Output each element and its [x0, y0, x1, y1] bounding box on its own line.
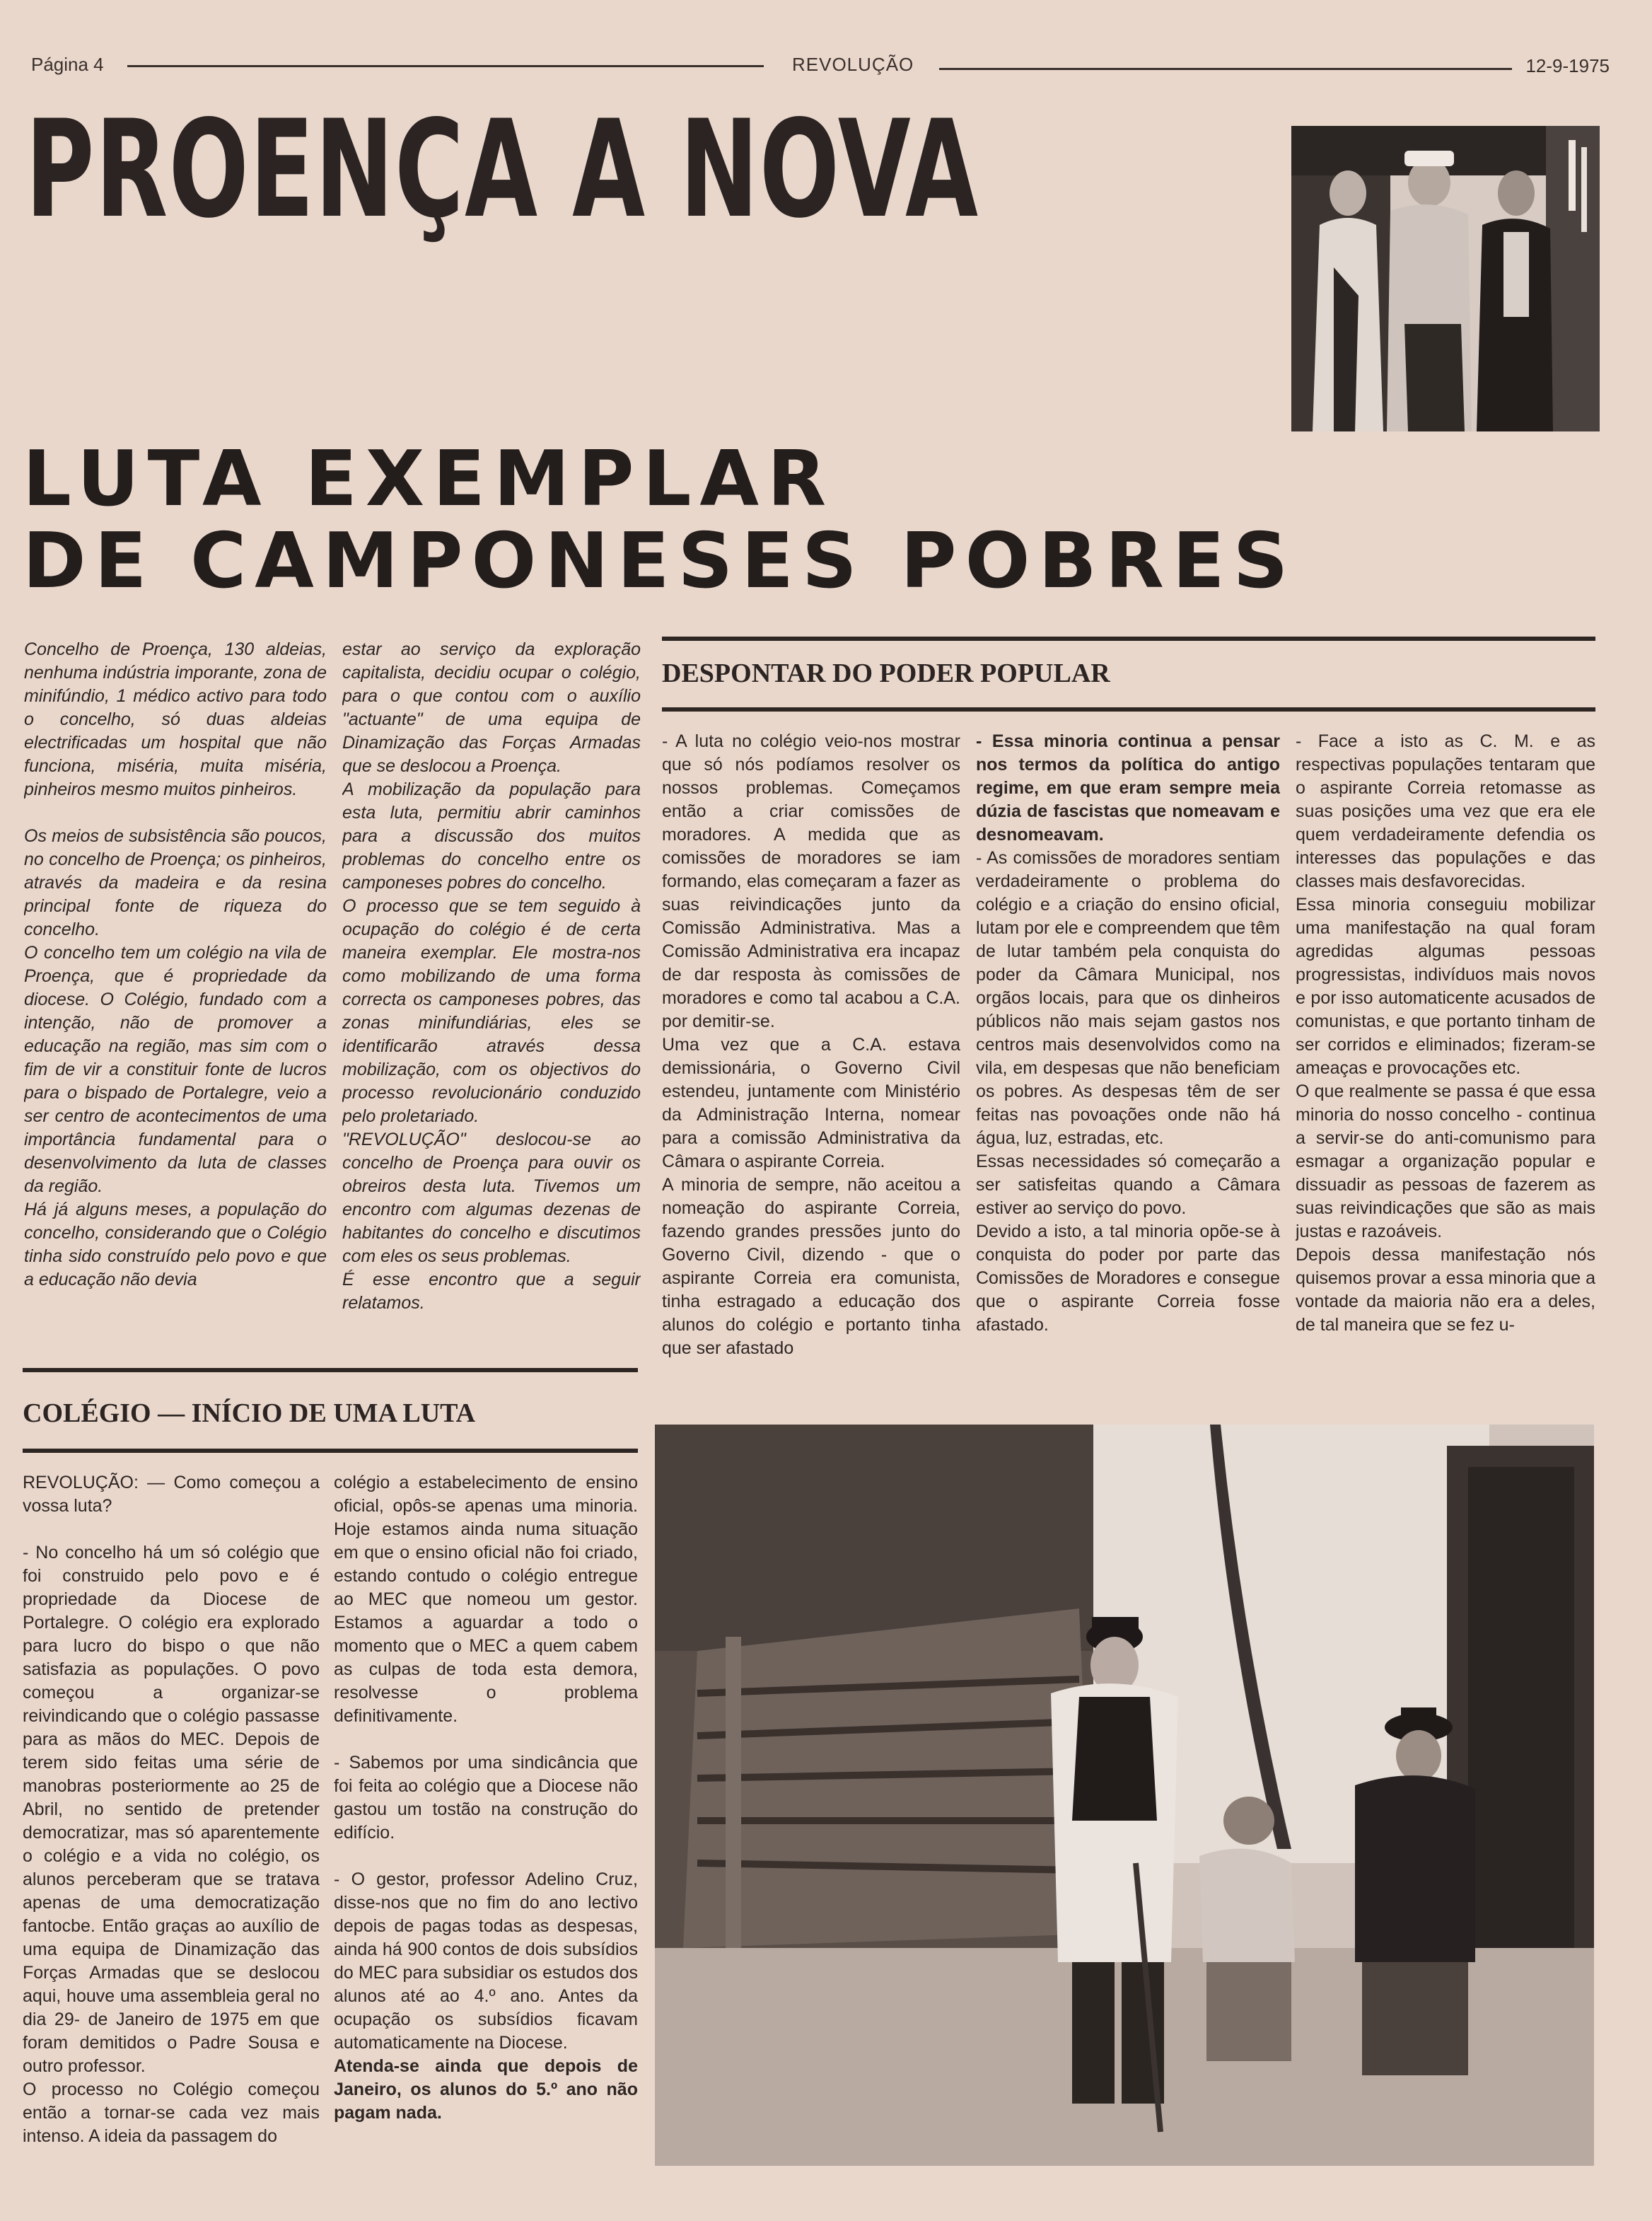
colegio-column-1 — [23, 1471, 320, 2179]
headline — [23, 435, 1297, 605]
paragraph: Depois dessa manifestação nós quisemos provar a essa minoria que a vontade da maioria não era a deles, de tal maneira que se fez u- — [1296, 1245, 1595, 1335]
paragraph: Atenda-se ainda que depois de Janeiro, os alunos do 5.º ano não pagam nada. — [334, 2056, 638, 2123]
paragraph: A minoria de sempre, não aceitou a nomeação do aspirante Correia, fazendo grandes pressões junto do Governo Civil, dizendo - que o aspirante Correia era comunista, tinha estragado a educação dos alunos do colégio e portanto tinha que ser afastado — [662, 1175, 960, 1358]
section-title-poder-popular: DESPONTAR DO PODER POPULAR — [662, 659, 1110, 688]
paragraph: - Essa minoria continua a pensar nos termos da política do antigo regime, em que eram sempre meia dúzia de fascistas que nomeavam e desnomeavam. — [976, 731, 1280, 845]
paragraph: Os meios de subsistência são poucos, no concelho de Proença; os pinheiros, através da madeira e da resina principal fonte de riqueza do concelho. — [24, 826, 327, 939]
paragraph — [23, 1518, 320, 1541]
paragraph: - Sabemos por uma sindicância que foi feita ao colégio que a Diocese não gastou um tostão na construção do edifício. — [334, 1753, 638, 1843]
kicker-title: PROENÇA A NOVA — [25, 91, 979, 248]
paragraph: - O gestor, professor Adelino Cruz, disse-nos que no fim do ano lectivo depois de pagas todas as despesas, ainda há 900 contos de dois subsídios do MEC para subsidiar os estudos dos alunos até ao 4.º ano. Antes da ocupação os subsídios ficavam automaticamente na Diocese. — [334, 1869, 638, 2053]
headline-line-2: DE CAMPONESES POBRES — [23, 517, 1297, 605]
paragraph: estar ao serviço da exploração capitalista, decidiu ocupar o colégio, para o que contou com o auxílio "actuante" de uma equipa de Dinamização das Forças Armadas que se deslocou a Proença. — [342, 639, 641, 776]
poder-column-3 — [1296, 730, 1595, 1399]
headline-line-1: LUTA EXEMPLAR — [23, 435, 835, 523]
paragraph: É esse encontro que a seguir relatamos. — [342, 1270, 641, 1313]
paragraph: - A luta no colégio veio-nos mostrar que só nós podíamos resolver os nossos problemas. Começamos então a criar comissões de moradores. A medida que as comissões de moradores se iam formando, elas começaram a fazer as suas reivindicações junto da Comissão Administrativa. Mas a Comissão Administrativa era incapaz de dar resposta às comissões de moradores e como tal acabou a C.A. por demitir-se. — [662, 731, 960, 1031]
paragraph: Devido a isto, a tal minoria opõe-se à conquista do poder por parte das Comissões de Moradores e consegue que o aspirante Correia fosse afastado. — [976, 1222, 1280, 1335]
photo-village-men-image — [655, 1425, 1594, 2166]
section-rule-top — [662, 637, 1595, 641]
ghost-bleedthrough — [794, 122, 813, 212]
paragraph: A mobilização da população para esta luta, permitiu abrir caminhos para a discussão dos muitos problemas do concelho entre os camponeses pobres do concelho. — [342, 779, 641, 893]
paragraph — [334, 1728, 638, 1751]
paragraph: O processo que se tem seguido à ocupação do colégio é de certa maneira exemplar. Ele mostra-nos como mobilizando de uma forma correcta os camponeses pobres, das zonas minifundiárias, eles se identificarão através dessa mobilização, com os objectivos do processo revolucionário conduzido pelo proletariado. — [342, 896, 641, 1126]
poder-column-2 — [976, 730, 1280, 1388]
intro-column-1 — [24, 638, 327, 1341]
paragraph: REVOLUÇÃO: — Como começou a vossa luta? — [23, 1473, 320, 1516]
paragraph: Concelho de Proença, 130 aldeias, nenhuma indústria imporante, zona de minifúndio, 1 médico activo para todo o concelho, só duas aldeias electrificadas um hospital que não funciona, miséria, muita miséria, pinheiros mesmo muitos pinheiros. — [24, 639, 327, 799]
header-rule-left — [127, 65, 764, 67]
section-rule-top — [23, 1368, 638, 1372]
paragraph: Há já alguns meses, a população do concelho, considerando que o Colégio tinha sido construído pelo povo e que a educação não devia — [24, 1200, 327, 1289]
photo-group-of-men — [1291, 126, 1600, 431]
paragraph: O concelho tem um colégio na vila de Proença, que é propriedade da diocese. O Colégio, fundado com a intenção, não de promover a educação na região, mas sim com o fim de vir a constituir fonte de lucros para o bispado de Portalegre, veio a ser centro de acontecimentos de uma importância fundamental para o desenvolvimento da luta de classes da região. — [24, 943, 327, 1196]
paragraph: - Face a isto as C. M. e as respectivas populações tentaram que o aspirante Correia retomasse as suas posições uma vez que era ele quem verdadeiramente defendia os interesses das populações e das classes mais desfavorecidas. — [1296, 731, 1595, 891]
section-title-colegio: COLÉGIO — INÍCIO DE UMA LUTA — [23, 1398, 476, 1428]
paragraph — [334, 1845, 638, 1868]
paragraph: "REVOLUÇÃO" deslocou-se ao concelho de Proença para ouvir os obreiros desta luta. Tivemos um encontro com algumas dezenas de habitantes do concelho e discutimos com eles os seus problemas. — [342, 1130, 641, 1266]
paragraph: O que realmente se passa é que essa minoria do nosso concelho - continua a servir-se do anti-comunismo para esmagar a organização popular e dissuadir as pessoas de fazerem as suas reivindicações que são as mais justas e razoáveis. — [1296, 1081, 1595, 1241]
section-rule-bottom — [662, 707, 1595, 712]
paragraph: colégio a estabelecimento de ensino oficial, opôs-se apenas uma minoria. Hoje estamos ainda numa situação em que o ensino oficial não foi criado, estando contudo o colégio entregue ao MEC que nomeou um gestor. Estamos a aguardar a todo o momento que o MEC a quem cabem as culpas de toda esta demora, resolvesse o problema definitivamente. — [334, 1473, 638, 1726]
intro-column-2 — [342, 638, 641, 1341]
header-rule-right — [939, 68, 1512, 70]
paragraph: Uma vez que a C.A. estava demissionária, o Governo Civil estendeu, juntamente com Ministério da Administração Interna, nomear para a comissão Administrativa da Câmara o aspirante Correia. — [662, 1035, 960, 1171]
paragraph — [24, 801, 327, 825]
paragraph: O processo no Colégio começou então a tornar-se cada vez mais intenso. A ideia da passagem do — [23, 2080, 320, 2146]
issue-date: 12-9-1975 — [1525, 55, 1610, 76]
paragraph: - No concelho há um só colégio que foi construido pelo povo e é propriedade da Diocese de Portalegre. O colégio era explorado para lucro do bispo o que não satisfazia as populações. O povo começou a organizar-se reivindicando que o colégio passasse para as mãos do MEC. Depois de terem sido feitas uma série de manobras posteriormente ao 25 de Abril, no sentido de pretender democratizar, mas só aparentemente o colégio e a vida no colégio, os alunos perceberam que se tratava apenas de uma democratização fantocbe. Então graças ao auxílio de uma equipa de Dinamização das Forças Armadas que se deslocou aqui, houve uma assembleia geral no dia 29- de Janeiro de 1975 em que foram demitidos o Padre Sousa e outro professor. — [23, 1543, 320, 2076]
paragraph: Essas necessidades só começarão a ser satisfeitas quando a Câmara estiver ao serviço do povo. — [976, 1152, 1280, 1218]
photo-village-men — [655, 1425, 1594, 2166]
page-header — [31, 51, 1610, 79]
photo-group-of-men-image — [1291, 126, 1600, 431]
page-number: Página 4 — [31, 54, 104, 75]
colegio-column-2 — [334, 1471, 638, 2179]
publication-name: REVOLUÇÃO — [792, 54, 914, 75]
section-rule-bottom — [23, 1449, 638, 1453]
poder-column-1 — [662, 730, 960, 1388]
paragraph: Essa minoria conseguiu mobilizar uma manifestação na qual foram agredidas algumas pessoas progressistas, indivíduos mais novos e por isso automaticente acusados de comunistas, e que portanto tinham de ser corridos e eliminados; fizeram-se ameaças e provocações etc. — [1296, 895, 1595, 1078]
paragraph: - As comissões de moradores sentiam verdadeiramente o problema do colégio e a criação do ensino oficial, lutam por ele e compreendem que têm de lutar também pela conquista do poder da Câmara Municipal, nos orgãos locais, para que os dinheiros públicos não mais sejam gastos nos centros mais desenvolvidos como na vila, em despesas que não beneficiam os pobres. As despesas têm de ser feitas nas povoações onde não há água, luz, estradas, etc. — [976, 848, 1280, 1148]
